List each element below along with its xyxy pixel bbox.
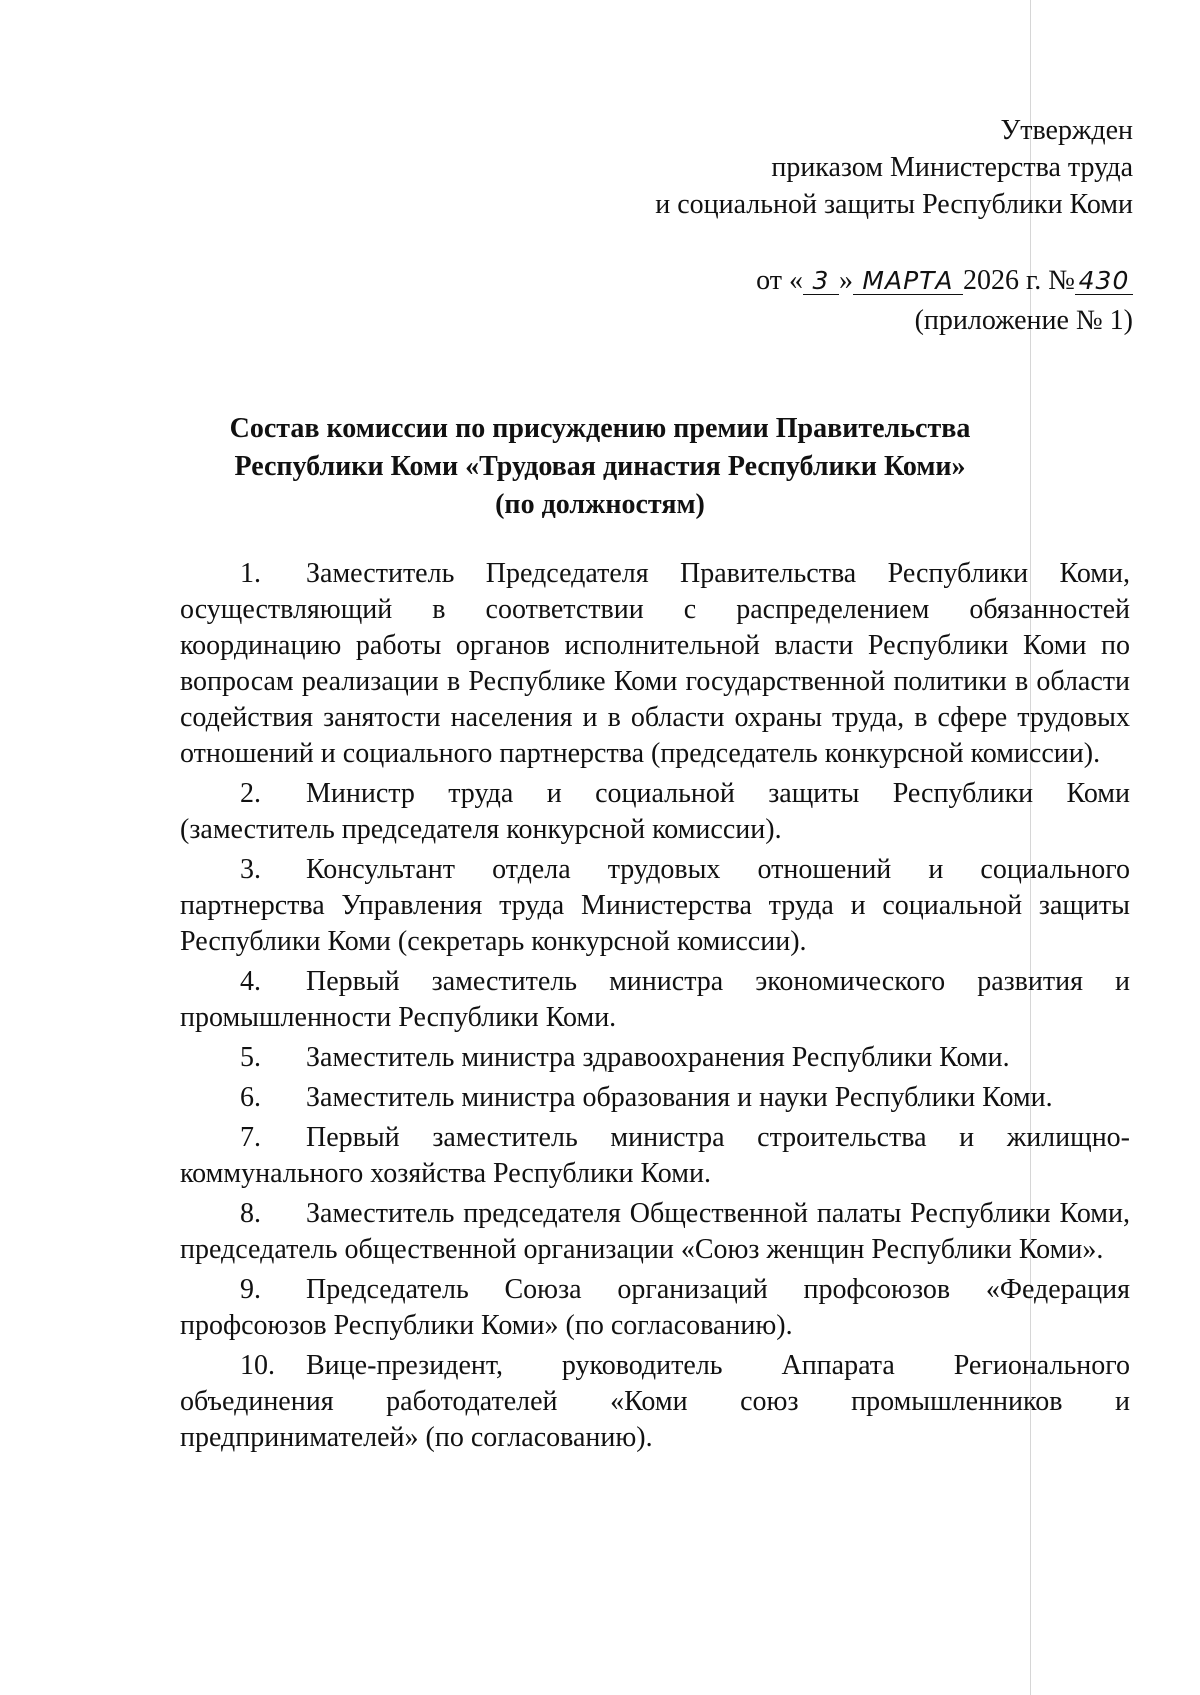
approval-line: приказом Министерства труда (771, 152, 1133, 183)
item-number: 5. (240, 1042, 261, 1073)
list-item (180, 852, 1130, 960)
list-item (180, 1196, 1130, 1268)
date-prefix: от « (756, 265, 803, 296)
date-year: 2026 г. № (962, 265, 1075, 296)
list-item (180, 1040, 1130, 1076)
handwritten-day: 3 (803, 268, 839, 295)
item-number: 1. (240, 558, 261, 589)
approval-stamp-block (573, 112, 1133, 223)
approval-line: Утвержден (1000, 115, 1133, 146)
item-text: Первый заместитель министра строительства и жилищно-коммунального хозяйства Республики Коми. (180, 1122, 1130, 1189)
item-number: 9. (240, 1274, 261, 1305)
handwritten-order-number: 430 (1075, 268, 1133, 295)
item-number: 3. (240, 854, 261, 885)
list-item (180, 1348, 1130, 1456)
item-text: Первый заместитель министра экономического развития и промышленности Республики Коми. (180, 966, 1130, 1033)
date-quote-close: » (838, 265, 853, 296)
title-line: Состав комиссии по присуждению премии Правительства (229, 413, 971, 444)
item-text: Заместитель министра образования и науки Республики Коми. (306, 1082, 1053, 1113)
appendix-label: (приложение № 1) (914, 305, 1133, 336)
item-text: Консультант отдела трудовых отношений и социального партнерства Управления труда Министерства труда и социальной защиты Республики Коми (секретарь конкурсной комиссии). (180, 854, 1130, 957)
item-number: 10. (240, 1350, 275, 1381)
list-item (180, 1080, 1130, 1116)
list-item (180, 556, 1130, 772)
approval-line: и социальной защиты Республики Коми (655, 189, 1133, 220)
commission-member-list (180, 556, 1130, 1460)
title-line: Республики Коми «Трудовая династия Республики Коми» (234, 451, 966, 482)
item-text: Министр труда и социальной защиты Республики Коми (заместитель председателя конкурсной комиссии). (180, 778, 1130, 845)
list-item (180, 1272, 1130, 1344)
item-number: 8. (240, 1198, 261, 1229)
item-number: 2. (240, 778, 261, 809)
list-item (180, 1120, 1130, 1192)
order-date-line (573, 262, 1133, 299)
item-number: 4. (240, 966, 261, 997)
list-item (180, 964, 1130, 1036)
item-text: Заместитель министра здравоохранения Республики Коми. (306, 1042, 1010, 1073)
handwritten-month: МАРТА (853, 268, 963, 295)
document-title (180, 410, 1020, 524)
item-number: 6. (240, 1082, 261, 1113)
list-item (180, 776, 1130, 848)
item-text: Заместитель Председателя Правительства Республики Коми, осуществляющий в соответствии с распределением обязанностей координацию работы органов исполнительной власти Республики Коми по вопросам реализации в Республике Коми государственной политики в области содействия занятости населения и в области охраны труда, в сфере трудовых отношений и социального партнерства (председатель конкурсной комиссии). (180, 558, 1130, 769)
item-text: Вице-президент, руководитель Аппарата Регионального объединения работодателей «Коми союз промышленников и предпринимателей» (по согласованию). (180, 1350, 1130, 1453)
item-text: Председатель Союза организаций профсоюзов «Федерация профсоюзов Республики Коми» (по согласованию). (180, 1274, 1130, 1341)
item-number: 7. (240, 1122, 261, 1153)
title-line: (по должностям) (495, 489, 705, 520)
item-text: Заместитель председателя Общественной палаты Республики Коми, председатель общественной организации «Союз женщин Республики Коми». (180, 1198, 1130, 1265)
